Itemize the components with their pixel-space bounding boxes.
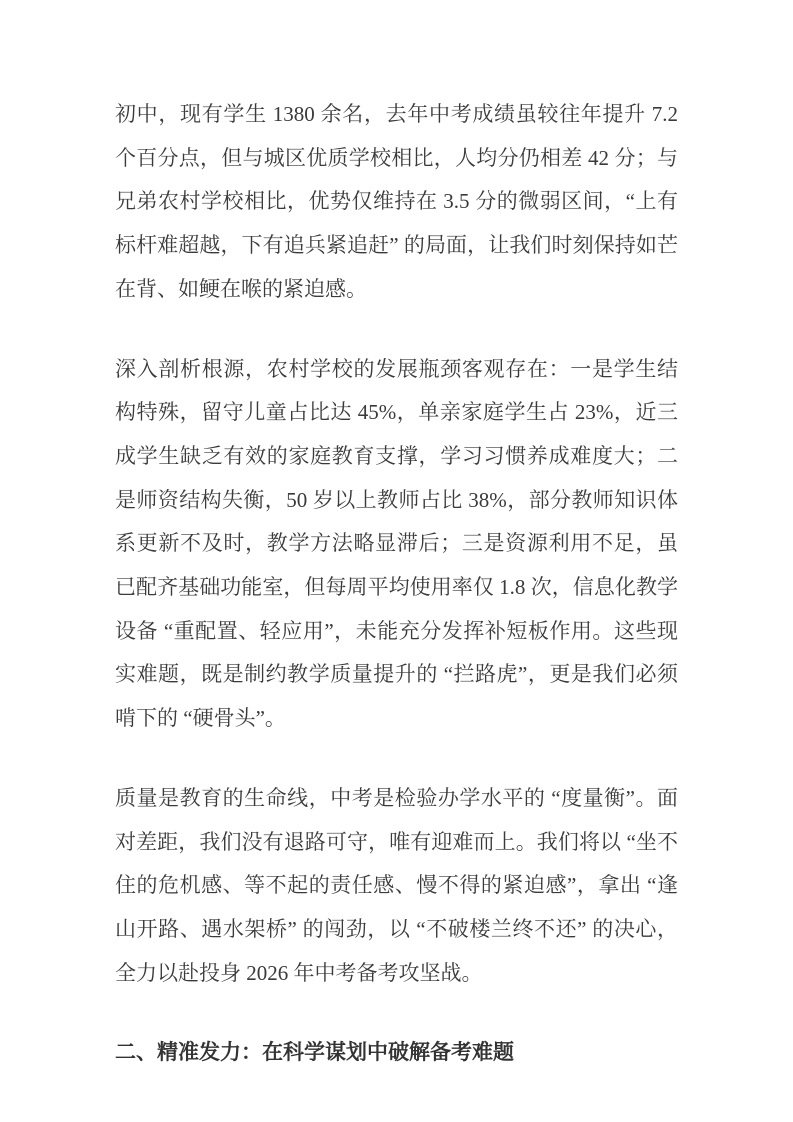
paragraph-2: 深入剖析根源，农村学校的发展瓶颈客观存在：一是学生结构特殊，留守儿童占比达 45%，单亲家庭学生占 23%，近三成学生缺乏有效的家庭教育支撑，学习习惯养成难度大；二是师资结构失衡，50 岁以上教师占比 38%，部分教师知识体系更新不及时，教学方法略显滞后；三是资源利用不足，虽已配齐基础功能室，但每周平均使用率仅 1.8 次，信息化教学设备 “重配置、轻应用”，未能充分发挥补短板作用。这些现实难题，既是制约教学质量提升的 “拦路虎”，更是我们必须啃下的 “硬骨头”。 (115, 356, 678, 731)
document-content (115, 93, 678, 1075)
paragraph-3: 质量是教育的生命线，中考是检验办学水平的 “度量衡”。面对差距，我们没有退路可守，唯有迎难而上。我们将以 “坐不住的危机感、等不起的责任感、慢不得的紧迫感”，拿出 “逢山开路、遇水架桥” 的闯劲，以 “不破楼兰终不还” 的决心，全力以赴投身 2026 年中考备考攻坚战。 (115, 785, 678, 985)
paragraph-1: 初中，现有学生 1380 余名，去年中考成绩虽较往年提升 7.2 个百分点，但与城区优质学校相比，人均分仍相差 42 分；与兄弟农村学校相比，优势仅维持在 3.5 分的微弱区间，“上有标杆难超越，下有追兵紧追赶” 的局面，让我们时刻保持如芒在背、如鲠在喉的紧迫感。 (115, 102, 678, 301)
section-heading: 二、精准发力：在科学谋划中破解备考难题 (115, 1040, 514, 1065)
